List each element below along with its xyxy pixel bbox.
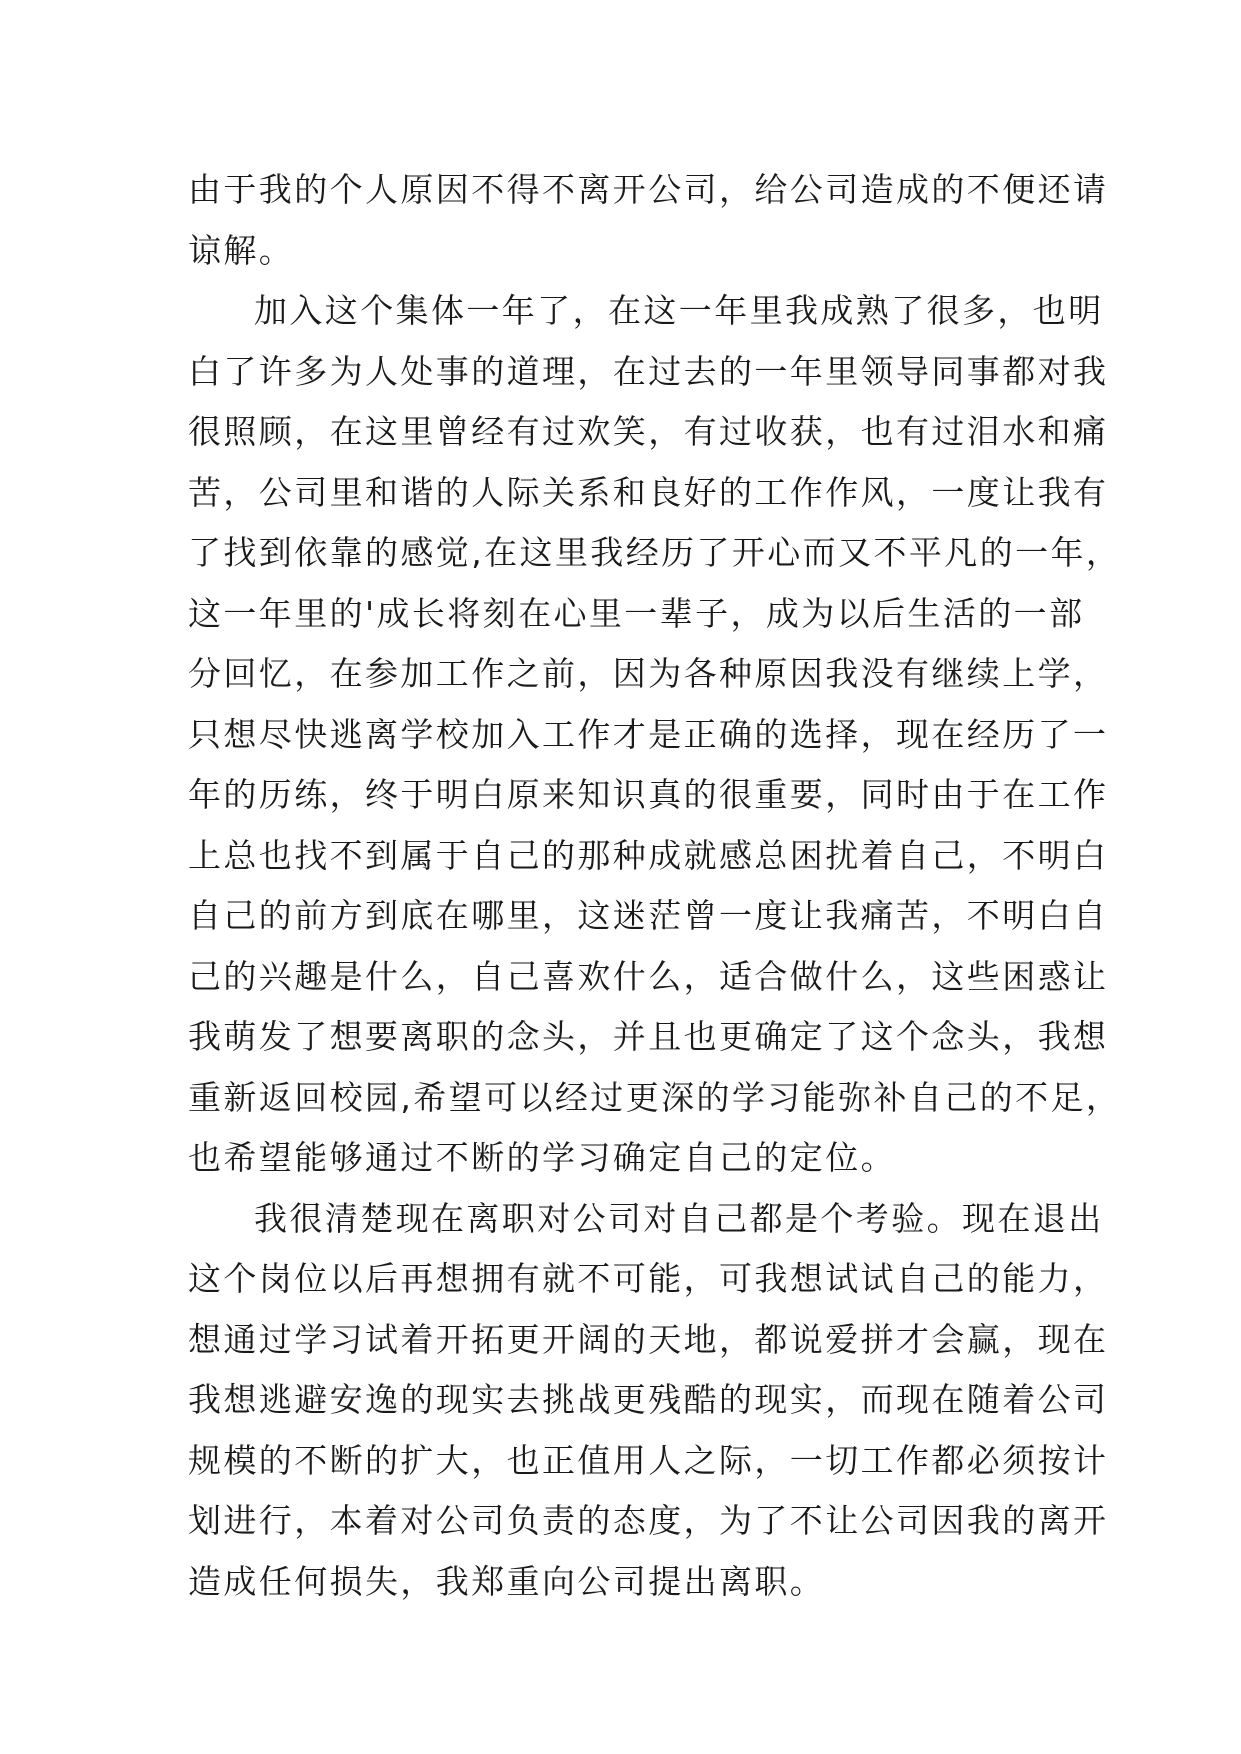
text-line: 造成任何损失，我郑重向公司提出离职。 <box>188 1561 826 1601</box>
text-line: 规模的不断的扩大，也正值用人之际，一切工作都必须按计 <box>188 1440 1109 1480</box>
text-line: 谅解。 <box>188 230 295 270</box>
text-line: 也希望能够通过不断的学习确定自己的定位。 <box>188 1138 896 1177</box>
text-line: 只想尽快逃离学校加入工作才是正确的选择，现在经历了一 <box>188 714 1109 754</box>
text-line: 由于我的个人原因不得不离开公司，给公司造成的不便还请 <box>188 170 1109 209</box>
text-line: 重新返回校园,希望可以经过更深的学习能弥补自己的不足， <box>188 1077 1122 1117</box>
text-line: 己的兴趣是什么，自己喜欢什么，适合做什么，这些困惑让 <box>188 956 1109 996</box>
text-line: 我很清楚现在离职对公司对自己都是个考验。现在退出 <box>254 1198 1104 1238</box>
text-line: 自己的前方到底在哪里，这迷茫曾一度让我痛苦，不明白自 <box>188 896 1109 935</box>
document-body <box>188 160 1122 1612</box>
paragraph-2 <box>188 281 1122 1189</box>
text-line: 上总也找不到属于自己的那种成就感总困扰着自己，不明白 <box>188 835 1109 875</box>
text-line: 划进行，本着对公司负责的态度，为了不让公司因我的离开 <box>188 1501 1109 1540</box>
text-line: 这个岗位以后再想拥有就不可能，可我想试试自己的能力， <box>188 1259 1109 1298</box>
text-line: 分回忆，在参加工作之前，因为各种原因我没有继续上学， <box>188 654 1109 693</box>
text-line: 这一年里的'成长将刻在心里一辈子，成为以后生活的一部 <box>188 593 1085 633</box>
paragraph-3 <box>188 1189 1109 1613</box>
text-line: 想通过学习试着开拓更开阔的天地，都说爱拼才会赢，现在 <box>188 1319 1109 1359</box>
text-line: 了找到依靠的感觉,在这里我经历了开心而又不平凡的一年， <box>188 533 1122 572</box>
text-line: 我萌发了想要离职的念头，并且也更确定了这个念头，我想 <box>188 1017 1109 1056</box>
text-line: 加入这个集体一年了，在这一年里我成熟了很多，也明 <box>254 291 1104 330</box>
text-line: 很照顾，在这里曾经有过欢笑，有过收获，也有过泪水和痛 <box>188 412 1109 451</box>
text-line: 我想逃避安逸的现实去挑战更残酷的现实，而现在随着公司 <box>188 1380 1109 1419</box>
text-line: 白了许多为人处事的道理，在过去的一年里领导同事都对我 <box>188 351 1109 391</box>
text-line: 苦，公司里和谐的人际关系和良好的工作作风，一度让我有 <box>188 472 1109 512</box>
paragraph-1 <box>188 160 1109 281</box>
text-line: 年的历练，终于明白原来知识真的很重要，同时由于在工作 <box>188 775 1109 814</box>
